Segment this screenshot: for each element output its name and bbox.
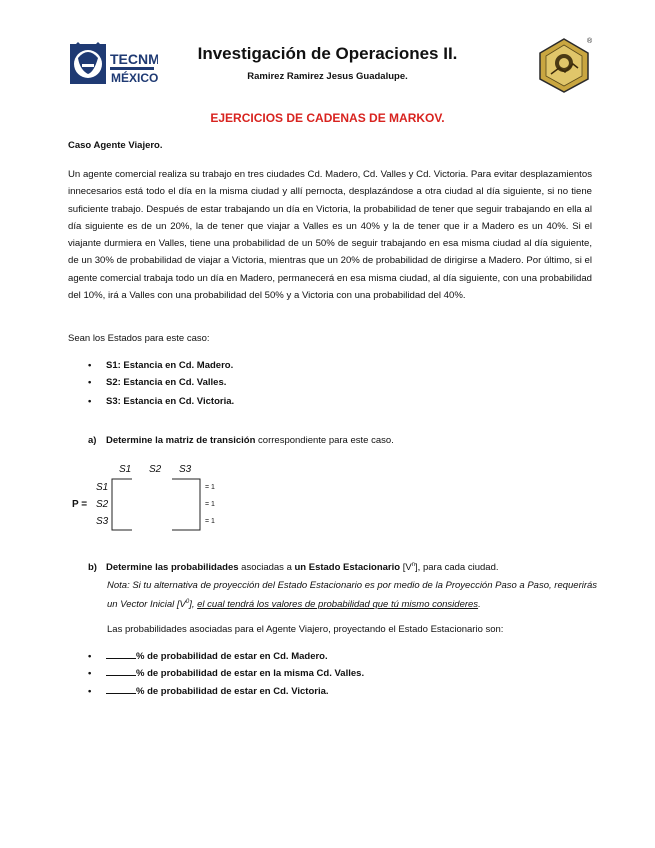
- superscript-0: 0: [185, 599, 190, 605]
- matrix-col-label: S3: [179, 464, 192, 475]
- question-label: a): [88, 435, 97, 446]
- state-desc: : Estancia en Cd. Madero.: [117, 360, 234, 371]
- note-text: Nota: Si tu alternativa de proyección del Estado Estacionario es por medio de la Proyección Paso a Paso, requerirás un Vector Inicial [V: [107, 580, 598, 611]
- list-item: [88, 666, 364, 679]
- question-b-bold-2: un Estado Estacionario: [294, 562, 401, 574]
- bullet-icon: •: [88, 360, 92, 371]
- note-text: .: [478, 599, 481, 611]
- matrix-p-label: P =: [72, 499, 88, 510]
- case-description: Un agente comercial realiza su trabajo en tres ciudades Cd. Madero, Cd. Valles y Cd. Victoria. Para evitar desplazamientos innecesarios está todo el día en la misma ciudad y allí pernocta, desplazándose a otra ciudad al día siguiente, si no tiene suficiente trabajo. Después de estar trabajando un día en Victoria, la probabilidad de tener que seguir trabajando en ella al día siguiente es de un 20%, la de tener que viajar a Valles es un 40% y la de tener que ir a Madero es un 40%. Si el viajante durmiera en Valles, tiene una probabilidad de un 50% de seguir trabajando en esa misma ciudad al día siguiente, de un 30% de probabilidad de viajar a Victoria, mientras que un 20% de probabilidad de dirigirse a Madero. Por último, si el agente comercial trabaja todo un día en Madero, permanecerá en esa misma ciudad, al día siguiente, con una probabilidad del 10%, irá a Valles con una probabilidad del 50% y a Victoria con una probabilidad del 40%.: [68, 169, 592, 302]
- exercise-title: EJERCICIOS DE CADENAS DE MARKOV.: [210, 111, 445, 125]
- list-item: [88, 684, 329, 697]
- state-code: S3: [106, 396, 118, 407]
- row-sum-label: = 1: [205, 501, 215, 508]
- matrix-row-label: S2: [96, 499, 109, 510]
- svg-text:MÉXICO: MÉXICO: [111, 71, 158, 85]
- state-desc: : Estancia en Cd. Victoria.: [117, 396, 235, 407]
- svg-text:TECNM: TECNM: [110, 51, 158, 67]
- question-b-text: ], para cada ciudad.: [415, 562, 499, 574]
- answer-blank-line: [106, 666, 136, 676]
- states-intro: Sean los Estados para este caso:: [68, 333, 210, 344]
- bullet-icon: •: [88, 396, 92, 407]
- bullet-icon: •: [88, 686, 92, 697]
- matrix-row-label: S1: [96, 482, 109, 493]
- answer-text: % de probabilidad de estar en Cd. Madero.: [136, 651, 328, 662]
- question-a-rest: correspondiente para este caso.: [255, 435, 394, 446]
- state-code: S2: [106, 377, 118, 388]
- list-item: [88, 396, 234, 407]
- question-label: b): [88, 562, 97, 574]
- note-text: ],: [189, 599, 198, 611]
- answer-text: % de probabilidad de estar en Cd. Victoria.: [136, 686, 329, 697]
- row-sum-label: = 1: [205, 484, 215, 491]
- document-author: Ramirez Ramirez Jesus Guadalupe.: [247, 71, 408, 82]
- question-a-bold: Determine la matriz de transición: [106, 435, 256, 446]
- matrix-row-label: S3: [96, 516, 109, 527]
- bullet-icon: •: [88, 651, 92, 662]
- bullet-icon: •: [88, 377, 92, 388]
- bullet-icon: •: [88, 668, 92, 679]
- matrix-brackets: [110, 478, 204, 532]
- question-a: [88, 435, 394, 446]
- row-sum-label: = 1: [205, 518, 215, 525]
- question-b-note: [107, 578, 607, 613]
- state-desc: : Estancia en Cd. Valles.: [117, 377, 227, 388]
- question-b-text: [V: [400, 562, 412, 574]
- document-title: Investigación de Operaciones II.: [197, 44, 458, 63]
- answer-text: % de probabilidad de estar en la misma Cd. Valles.: [136, 668, 365, 679]
- answer-blank-line: [106, 684, 136, 694]
- question-b: [88, 562, 608, 573]
- superscript-n: n: [411, 562, 416, 568]
- institute-seal-logo: [535, 36, 593, 94]
- svg-text:®: ®: [587, 38, 593, 45]
- list-item: [88, 649, 328, 662]
- matrix-col-label: S1: [119, 464, 132, 475]
- probabilities-intro: Las probabilidades asociadas para el Agente Viajero, proyectando el Estado Estacionario son:: [107, 624, 504, 635]
- question-b-bold-1: Determine las probabilidades: [106, 562, 239, 574]
- matrix-col-label: S2: [149, 464, 162, 475]
- list-item: [88, 360, 233, 371]
- state-code: S1: [106, 360, 118, 371]
- list-item: [88, 377, 226, 388]
- answer-blank-line: [106, 649, 136, 659]
- question-b-text: asociadas a: [238, 562, 295, 574]
- note-underlined-text: el cual tendrá los valores de probabilidad que tú mismo consideres: [197, 599, 479, 611]
- case-title: Caso Agente Viajero.: [68, 140, 163, 151]
